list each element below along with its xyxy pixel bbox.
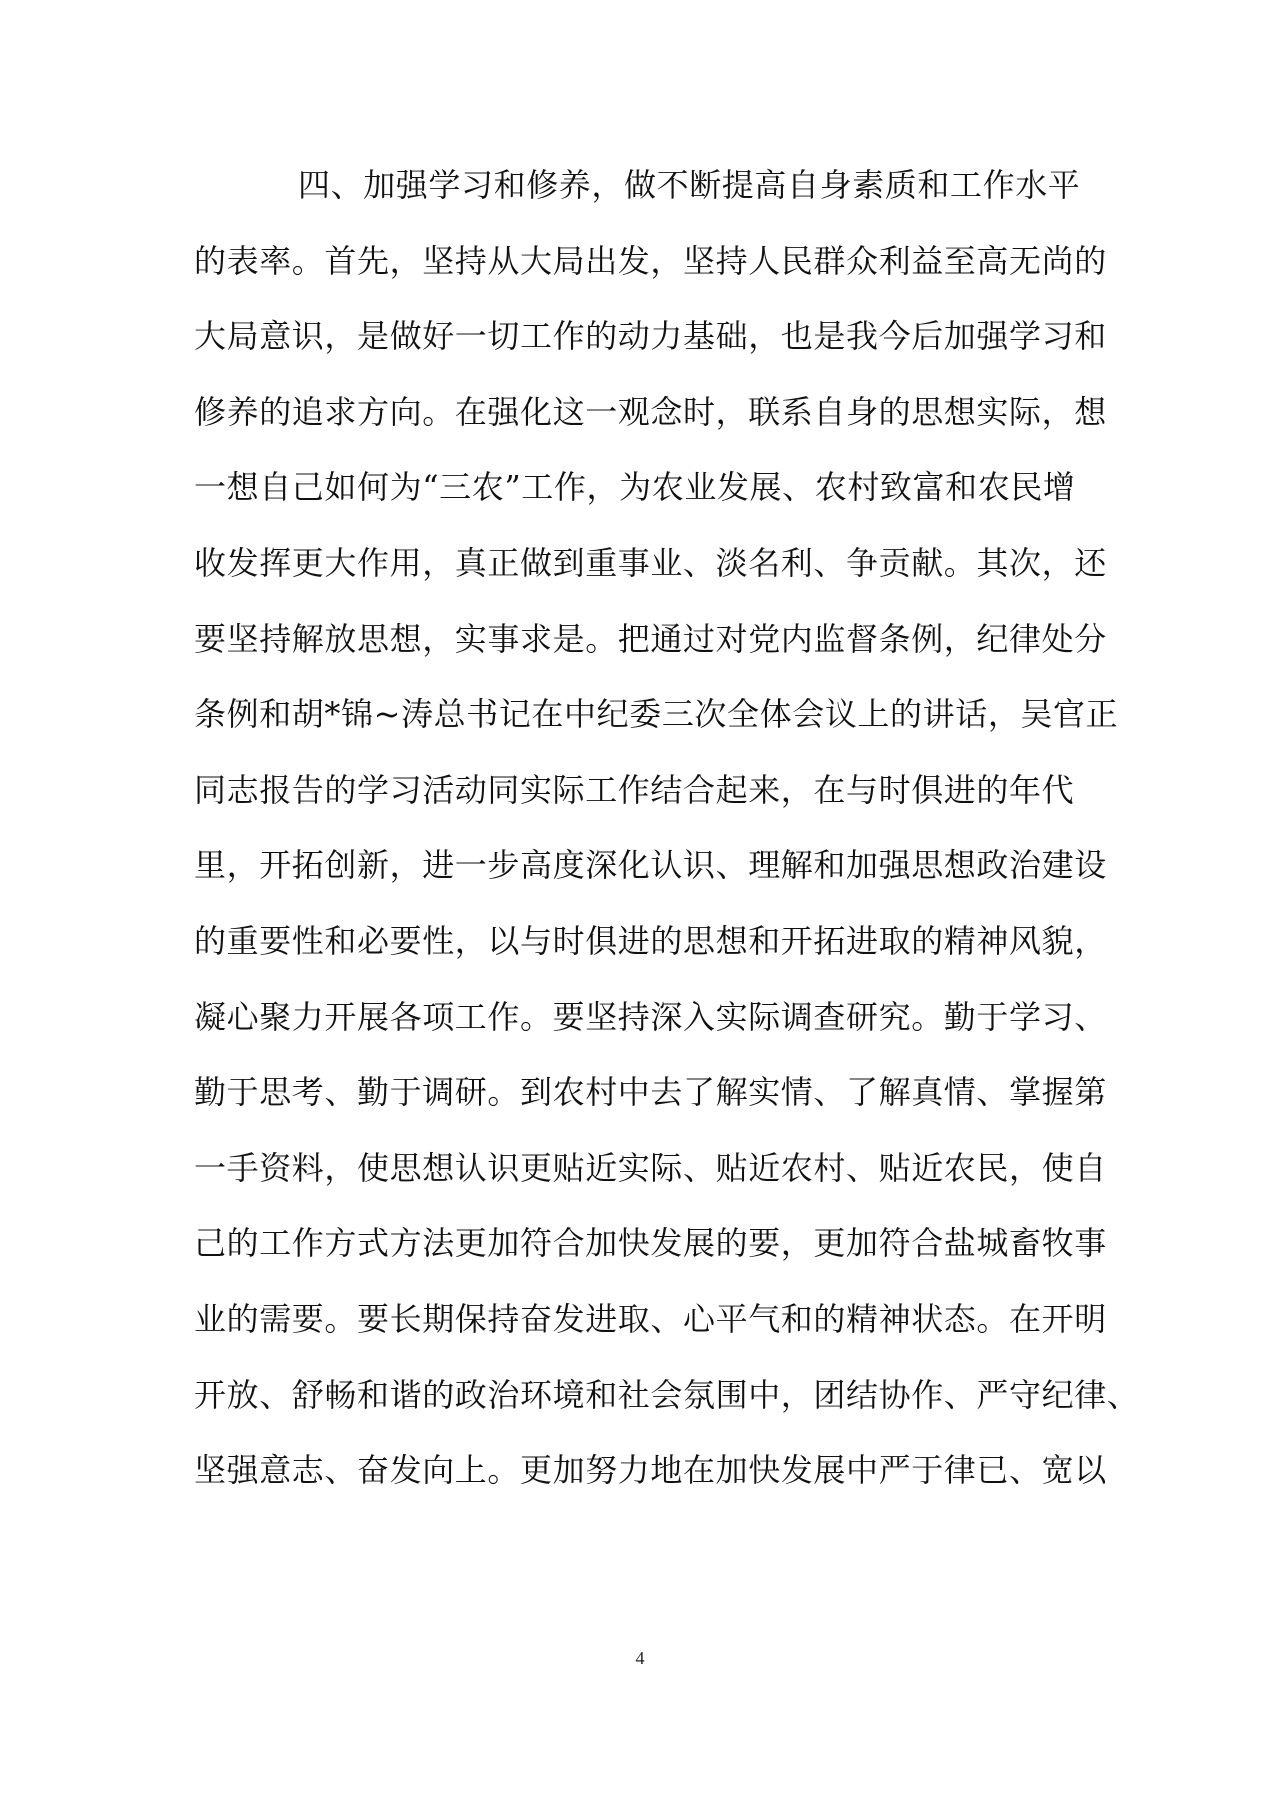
text-line: 己的工作方式方法更加符合加快发展的要，更加符合盐城畜牧事 (194, 1224, 1107, 1263)
text-line: 里，开拓创新，进一步高度深化认识、理解和加强思想政治建设 (194, 846, 1107, 885)
body-paragraph (194, 148, 1140, 1509)
text-line: 勤于思考、勤于调研。到农村中去了解实情、了解真情、掌握第 (194, 1073, 1107, 1112)
text-line: 修养的追求方向。在强化这一观念时，联系自身的思想实际，想 (194, 392, 1107, 431)
text-line: 凝心聚力开展各项工作。要坚持深入实际调查研究。勤于学习、 (194, 997, 1107, 1036)
text-line: 条例和胡*锦~涛总书记在中纪委三次全体会议上的讲话，吴官正 (194, 695, 1119, 734)
text-line: 坚强意志、奋发向上。更加努力地在加快发展中严于律已、宽以 (194, 1451, 1107, 1490)
text-line: 的重要性和必要性，以与时俱进的思想和开拓进取的精神风貌， (194, 921, 1107, 960)
text-line: 业的需要。要长期保持奋发进取、心平气和的精神状态。在开明 (194, 1299, 1107, 1338)
text-line: 四、加强学习和修养，做不断提高自身素质和工作水平 (298, 166, 1081, 204)
text-line: 一手资料，使思想认识更贴近实际、贴近农村、贴近农民，使自 (194, 1148, 1107, 1187)
text-line: 一想自己如何为“三农”工作，为农业发展、农村致富和农民增 (194, 468, 1076, 507)
text-line: 收发挥更大作用，真正做到重事业、淡名利、争贡献。其次，还 (194, 543, 1107, 582)
text-line: 要坚持解放思想，实事求是。把通过对党内监督条例，纪律处分 (194, 619, 1107, 658)
text-line: 同志报告的学习活动同实际工作结合起来，在与时俱进的年代 (194, 770, 1075, 809)
text-line: 开放、舒畅和谐的政治环境和社会氛围中，团结协作、严守纪律、 (194, 1375, 1140, 1414)
page-number: 4 (635, 1648, 645, 1668)
text-line: 的表率。首先，坚持从大局出发，坚持人民群众利益至高无尚的 (194, 241, 1107, 280)
text-line: 大局意识，是做好一切工作的动力基础，也是我今后加强学习和 (194, 317, 1107, 356)
